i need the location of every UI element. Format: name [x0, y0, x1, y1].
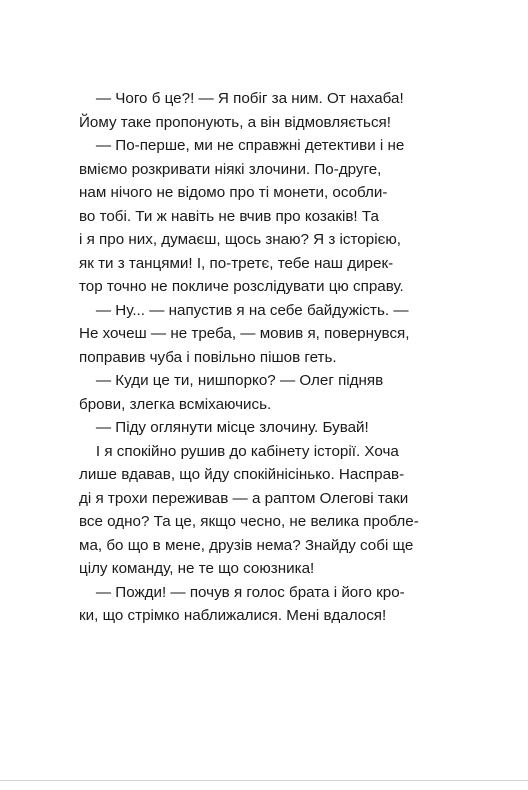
- text-line: ки, що стрімко наближалися. Мені вдалося!: [79, 607, 387, 624]
- text-line: — Піду оглянути місце злочину. Бувай!: [79, 419, 369, 436]
- text-line: і я про них, думаєш, щось знаю? Я з історією,: [79, 231, 401, 248]
- text-line: ді я трохи переживав — а раптом Олегові таки: [79, 489, 409, 507]
- text-line: — Пожди! — почув я голос брата і його кро-: [79, 583, 405, 601]
- text-line: — Куди це ти, нишпорко? — Олег підняв: [79, 372, 384, 389]
- text-line: вміємо розкривати ніякі злочини. По-друге,: [79, 160, 382, 178]
- body-text: [79, 87, 419, 628]
- text-line: як ти з танцями! І, по-третє, тебе наш дирек-: [79, 254, 394, 272]
- text-line: все одно? Та це, якщо чесно, не велика пробле-: [79, 513, 419, 530]
- text-line: — По-перше, ми не справжні детективи і не: [79, 137, 405, 154]
- text-line: — Чого б це?! — Я побіг за ним. От нахаба!: [79, 90, 404, 107]
- text-line: брови, злегка всміхаючись.: [79, 395, 272, 413]
- text-line: цілу команду, не те що союзника!: [79, 560, 315, 577]
- text-line: во тобі. Ти ж навіть не вчив про козаків! Та: [79, 207, 379, 225]
- page-edge-divider: [0, 780, 528, 781]
- text-line: Йому таке пропонують, а він відмовляється!: [79, 113, 392, 131]
- text-line: тор точно не покличе розслідувати цю справу.: [79, 278, 404, 295]
- text-line: поправив чуба і повільно пішов геть.: [79, 348, 337, 366]
- text-line: Не хочеш — не треба, — мовив я, повернувся,: [79, 325, 410, 342]
- text-line: ма, бо що в мене, друзів нема? Знайду собі ще: [79, 536, 414, 554]
- text-line: — Ну... — напустив я на себе байдужість. —: [79, 301, 409, 319]
- text-line: нам нічого не відомо про ті монети, особли-: [79, 184, 388, 201]
- text-line: лише вдавав, що йду спокійнісінько. Насправ-: [79, 466, 405, 483]
- text-line: І я спокійно рушив до кабінету історії. Хоча: [79, 442, 399, 460]
